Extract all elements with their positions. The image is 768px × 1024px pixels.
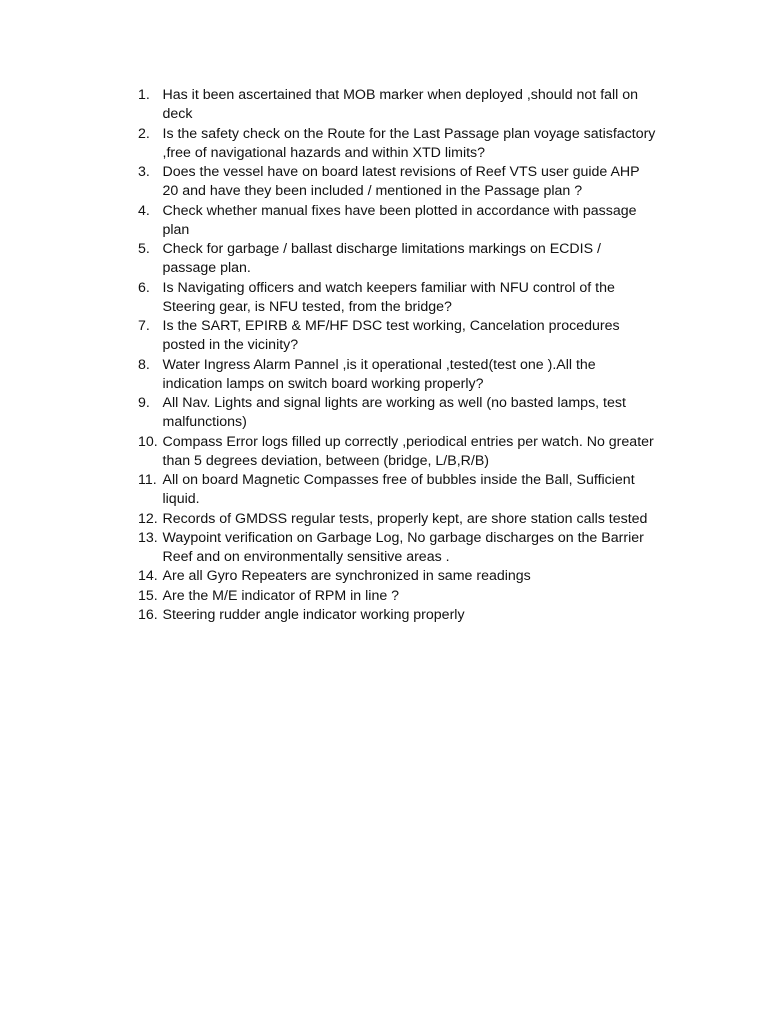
item-number: 2.	[138, 125, 150, 142]
item-number: 14.	[138, 568, 158, 585]
item-number: 8.	[138, 356, 150, 373]
item-text: Compass Error logs filled up correctly ,periodical entries per watch. No greater than 5 degrees deviation, between (bridge, L/B,R/B)	[162, 433, 654, 469]
item-text: Waypoint verification on Garbage Log, No garbage discharges on the Barrier Reef and on environmentally sensitive areas .	[162, 529, 644, 565]
list-item	[138, 606, 658, 625]
item-number: 13.	[138, 529, 158, 546]
list-item	[138, 279, 658, 318]
list-item	[138, 202, 658, 241]
item-text: All on board Magnetic Compasses free of bubbles inside the Ball, Sufficient liquid.	[162, 472, 635, 508]
item-text: Are all Gyro Repeaters are synchronized in same readings	[162, 568, 531, 585]
item-number: 15.	[138, 587, 158, 604]
item-number: 5.	[138, 241, 150, 257]
item-number: 4.	[138, 202, 150, 219]
list-item	[138, 587, 658, 606]
item-text: Is the safety check on the Route for the Last Passage plan voyage satisfactory ,free of navigational hazards and within XTD limits?	[162, 125, 656, 161]
item-text: All Nav. Lights and signal lights are working as well (no basted lamps, test malfunctions)	[162, 395, 626, 431]
item-number: 10.	[138, 433, 158, 450]
item-number: 11.	[138, 472, 157, 488]
list-item	[138, 240, 658, 279]
item-text: Records of GMDSS regular tests, properly kept, are shore station calls tested	[162, 510, 648, 527]
item-text: Is Navigating officers and watch keepers familiar with NFU control of the Steering gear, is NFU tested, from the bridge?	[162, 279, 615, 315]
list-item	[138, 394, 658, 433]
list-item	[138, 433, 658, 472]
list-item	[138, 529, 658, 568]
item-number: 16.	[138, 606, 158, 623]
list-item	[138, 356, 658, 395]
list-item	[138, 510, 658, 529]
item-number: 6.	[138, 279, 150, 296]
list-item	[138, 471, 658, 510]
item-number: 7.	[138, 318, 150, 334]
list-item	[138, 317, 658, 356]
item-text: Water Ingress Alarm Pannel ,is it operational ,tested(test one ).All the indication lamps on switch board working properly?	[162, 356, 596, 392]
item-text: Is the SART, EPIRB & MF/HF DSC test working, Cancelation procedures posted in the vicinity?	[162, 318, 620, 354]
item-number: 1.	[138, 87, 150, 103]
item-number: 9.	[138, 395, 150, 411]
item-text: Check for garbage / ballast discharge limitations markings on ECDIS / passage plan.	[162, 241, 601, 277]
item-text: Steering rudder angle indicator working properly	[162, 606, 465, 623]
item-text: Does the vessel have on board latest revisions of Reef VTS user guide AHP 20 and have they been included / mentioned in the Passage plan ?	[162, 164, 640, 200]
item-text: Are the M/E indicator of RPM in line ?	[162, 587, 400, 604]
item-number: 12.	[138, 510, 158, 527]
list-item	[138, 567, 658, 586]
item-text: Has it been ascertained that MOB marker when deployed ,should not fall on deck	[162, 87, 639, 123]
list-item	[138, 163, 658, 202]
item-number: 3.	[138, 164, 150, 180]
checklist	[138, 86, 658, 625]
list-item	[138, 125, 658, 164]
item-text: Check whether manual fixes have been plotted in accordance with passage plan	[162, 202, 637, 238]
list-item	[138, 86, 658, 125]
